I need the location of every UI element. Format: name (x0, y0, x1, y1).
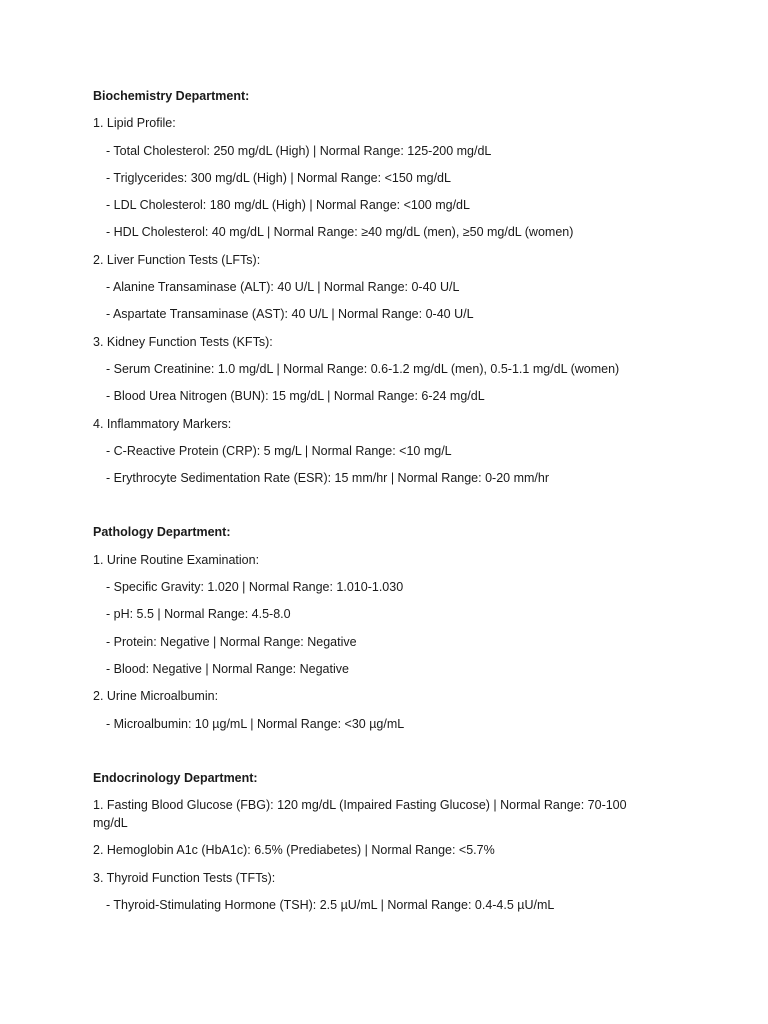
test-result-line: - Serum Creatinine: 1.0 mg/dL | Normal Range: 0.6-1.2 mg/dL (men), 0.5-1.1 mg/dL (women) (106, 361, 620, 376)
section-heading: Endocrinology Department: (93, 770, 258, 785)
test-result-line: 2. Hemoglobin A1c (HbA1c): 6.5% (Prediabetes) | Normal Range: <5.7% (93, 843, 495, 858)
test-group-title: 2. Liver Function Tests (LFTs): (93, 252, 261, 267)
test-result-line: - Blood Urea Nitrogen (BUN): 15 mg/dL | Normal Range: 6-24 mg/dL (106, 389, 485, 404)
test-result-line: - pH: 5.5 | Normal Range: 4.5-8.0 (106, 607, 291, 622)
test-result-line: - Alanine Transaminase (ALT): 40 U/L | Normal Range: 0-40 U/L (106, 280, 460, 295)
section-spacer (93, 496, 653, 523)
test-group-title: 1. Urine Routine Examination: (93, 552, 260, 567)
test-group-title: 2. Urine Microalbumin: (93, 689, 219, 704)
report-body (93, 87, 653, 923)
test-result-line: - C-Reactive Protein (CRP): 5 mg/L | Normal Range: <10 mg/L (106, 443, 452, 458)
test-result-line: - Triglycerides: 300 mg/dL (High) | Normal Range: <150 mg/dL (106, 170, 451, 185)
test-result-line: - Specific Gravity: 1.020 | Normal Range: 1.010-1.030 (106, 580, 404, 595)
biochemistry-section (93, 87, 653, 487)
test-result-line: - HDL Cholesterol: 40 mg/dL | Normal Range: ≥40 mg/dL (men), ≥50 mg/dL (women) (106, 225, 574, 240)
test-result-line: 1. Fasting Blood Glucose (FBG): 120 mg/dL (Impaired Fasting Glucose) | Normal Range: 70-100 mg/dL (93, 798, 627, 831)
pathology-section (93, 523, 653, 732)
test-result-line: - Aspartate Transaminase (AST): 40 U/L | Normal Range: 0-40 U/L (106, 307, 474, 322)
section-heading: Pathology Department: (93, 525, 231, 540)
test-group-title: 3. Kidney Function Tests (KFTs): (93, 334, 273, 349)
test-result-line: - Protein: Negative | Normal Range: Negative (106, 634, 357, 649)
test-group-title: 3. Thyroid Function Tests (TFTs): (93, 870, 276, 885)
endocrinology-section (93, 769, 653, 914)
test-result-line: - Thyroid-Stimulating Hormone (TSH): 2.5 µU/mL | Normal Range: 0.4-4.5 µU/mL (106, 898, 555, 913)
test-result-line: - LDL Cholesterol: 180 mg/dL (High) | Normal Range: <100 mg/dL (106, 198, 470, 213)
test-result-line: - Microalbumin: 10 µg/mL | Normal Range: <30 µg/mL (106, 716, 405, 731)
test-group-title: 4. Inflammatory Markers: (93, 416, 232, 431)
test-result-line: - Blood: Negative | Normal Range: Negative (106, 661, 349, 676)
section-spacer (93, 742, 653, 769)
test-result-line: - Total Cholesterol: 250 mg/dL (High) | Normal Range: 125-200 mg/dL (106, 143, 492, 158)
section-heading: Biochemistry Department: (93, 89, 250, 103)
test-group-title: 1. Lipid Profile: (93, 116, 176, 131)
test-result-line: - Erythrocyte Sedimentation Rate (ESR): 15 mm/hr | Normal Range: 0-20 mm/hr (106, 471, 549, 486)
